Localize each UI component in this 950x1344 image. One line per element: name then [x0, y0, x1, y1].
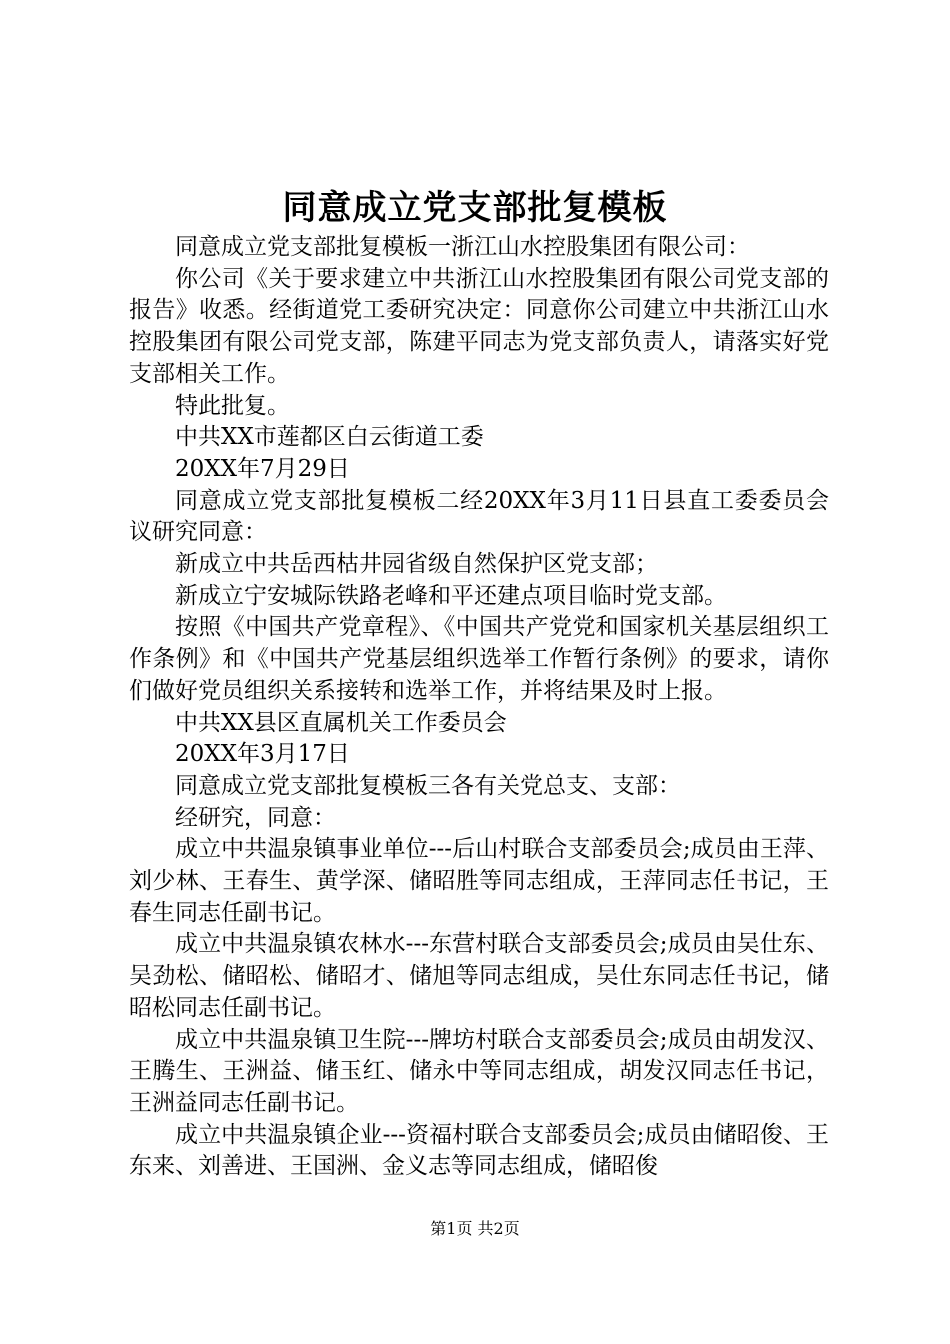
paragraph: 成立中共温泉镇卫生院---牌坊村联合支部委员会;成员由胡发汉、王腾生、王洲益、储玉红、储永中等同志组成，胡发汉同志任书记，王洲益同志任副书记。	[129, 1026, 829, 1116]
paragraph: 新成立宁安城际铁路老峰和平还建点项目临时党支部。	[175, 582, 727, 609]
paragraph: 按照《中国共产党章程》、《中国共产党党和国家机关基层组织工作条例》和《中国共产党基层组织选举工作暂行条例》的要求，请你们做好党员组织关系接转和选举工作，并将结果及时上报。	[129, 614, 829, 704]
paragraph: 20XX年3月17日	[175, 741, 350, 768]
paragraph: 同意成立党支部批复模板二经20XX年3月11日县直工委委员会议研究同意：	[129, 487, 829, 546]
paragraph: 成立中共温泉镇企业---资福村联合支部委员会;成员由储昭俊、王东来、刘善进、王国洲、金义志等同志组成，储昭俊	[129, 1121, 829, 1180]
paragraph: 你公司《关于要求建立中共浙江山水控股集团有限公司党支部的报告》收悉。经街道党工委研究决定：同意你公司建立中共浙江山水控股集团有限公司党支部，陈建平同志为党支部负责人，请落实好党支部相关工作。	[129, 265, 829, 387]
paragraph: 中共XX市莲都区白云街道工委	[175, 424, 484, 451]
paragraph: 20XX年7月29日	[175, 455, 350, 482]
page-footer: 第1页 共2页	[430, 1219, 520, 1238]
paragraph: 同意成立党支部批复模板一浙江山水控股集团有限公司：	[175, 234, 750, 260]
paragraph: 特此批复。	[175, 392, 290, 419]
document-body	[129, 232, 829, 1183]
paragraph: 同意成立党支部批复模板三各有关党总支、支部：	[175, 772, 681, 799]
paragraph: 中共XX县区直属机关工作委员会	[175, 709, 507, 736]
paragraph: 经研究，同意：	[175, 804, 336, 831]
paragraph: 新成立中共岳西枯井园省级自然保护区党支部；	[175, 551, 658, 578]
paragraph: 成立中共温泉镇事业单位---后山村联合支部委员会;成员由王萍、刘少林、王春生、黄学深、储昭胜等同志组成，王萍同志任书记，王春生同志任副书记。	[129, 836, 829, 926]
paragraph: 成立中共温泉镇农林水---东营村联合支部委员会;成员由吴仕东、吴劲松、储昭松、储昭才、储旭等同志组成，吴仕东同志任书记，储昭松同志任副书记。	[129, 931, 829, 1021]
document-title: 同意成立党支部批复模板	[282, 188, 668, 228]
